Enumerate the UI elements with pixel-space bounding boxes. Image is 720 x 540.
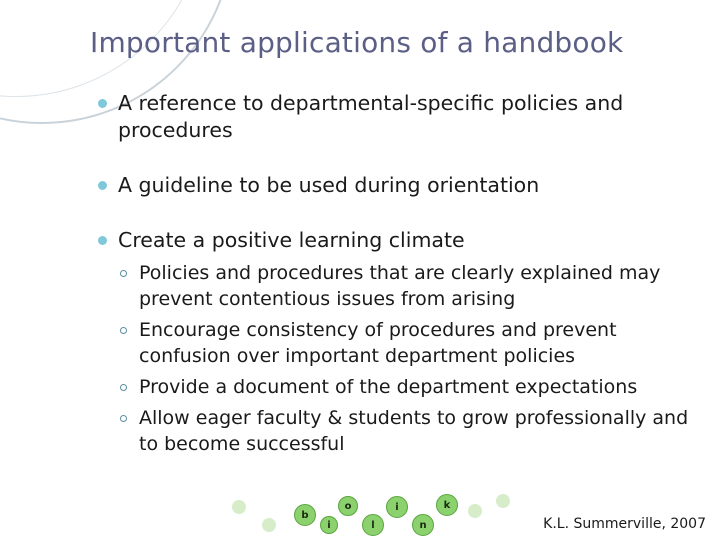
logo-dot-icon (496, 494, 510, 508)
slide-body (98, 90, 698, 462)
bullet-dot-icon (98, 181, 107, 190)
sub-bullet-item (118, 260, 698, 312)
logo-dot-icon (232, 500, 246, 514)
logo-letter: b (294, 504, 316, 526)
bullet-dot-icon (98, 99, 107, 108)
sub-bullet-text: Policies and procedures that are clearly explained may prevent contentious issues from arising (139, 262, 661, 310)
sub-bullet-item (118, 405, 698, 457)
logo-dot-icon (262, 518, 276, 532)
bullet-dot-icon (98, 236, 107, 245)
sub-bullet-list (98, 260, 698, 457)
sub-bullet-item (118, 374, 698, 400)
ring-bullet-icon (120, 327, 127, 334)
logo-letter: i (386, 496, 408, 518)
author-credit: K.L. Summerville, 2007 (543, 516, 706, 532)
bullet-item (98, 227, 698, 254)
sub-bullet-item (118, 317, 698, 369)
bullet-text: A guideline to be used during orientation (118, 173, 540, 197)
logo-letter: l (362, 514, 384, 536)
bullet-item (98, 172, 698, 199)
logo-letter: i (320, 516, 338, 534)
sub-bullet-text: Encourage consistency of procedures and prevent confusion over important department policies (139, 319, 617, 367)
bullet-text: Create a positive learning climate (118, 228, 465, 252)
logo-letter: k (436, 494, 458, 516)
sub-bullet-text: Provide a document of the department expectations (139, 376, 638, 398)
bullet-item (98, 90, 698, 144)
ring-bullet-icon (120, 415, 127, 422)
slide-title: Important applications of a handbook (90, 26, 624, 59)
ring-bullet-icon (120, 384, 127, 391)
ring-bullet-icon (120, 270, 127, 277)
biolink-logo (226, 490, 526, 540)
logo-letter: n (412, 514, 434, 536)
sub-bullet-text: Allow eager faculty & students to grow professionally and to become successful (139, 407, 689, 455)
logo-letter: o (338, 496, 358, 516)
logo-dot-icon (468, 504, 482, 518)
bullet-text: A reference to departmental-specific policies and procedures (118, 91, 624, 142)
